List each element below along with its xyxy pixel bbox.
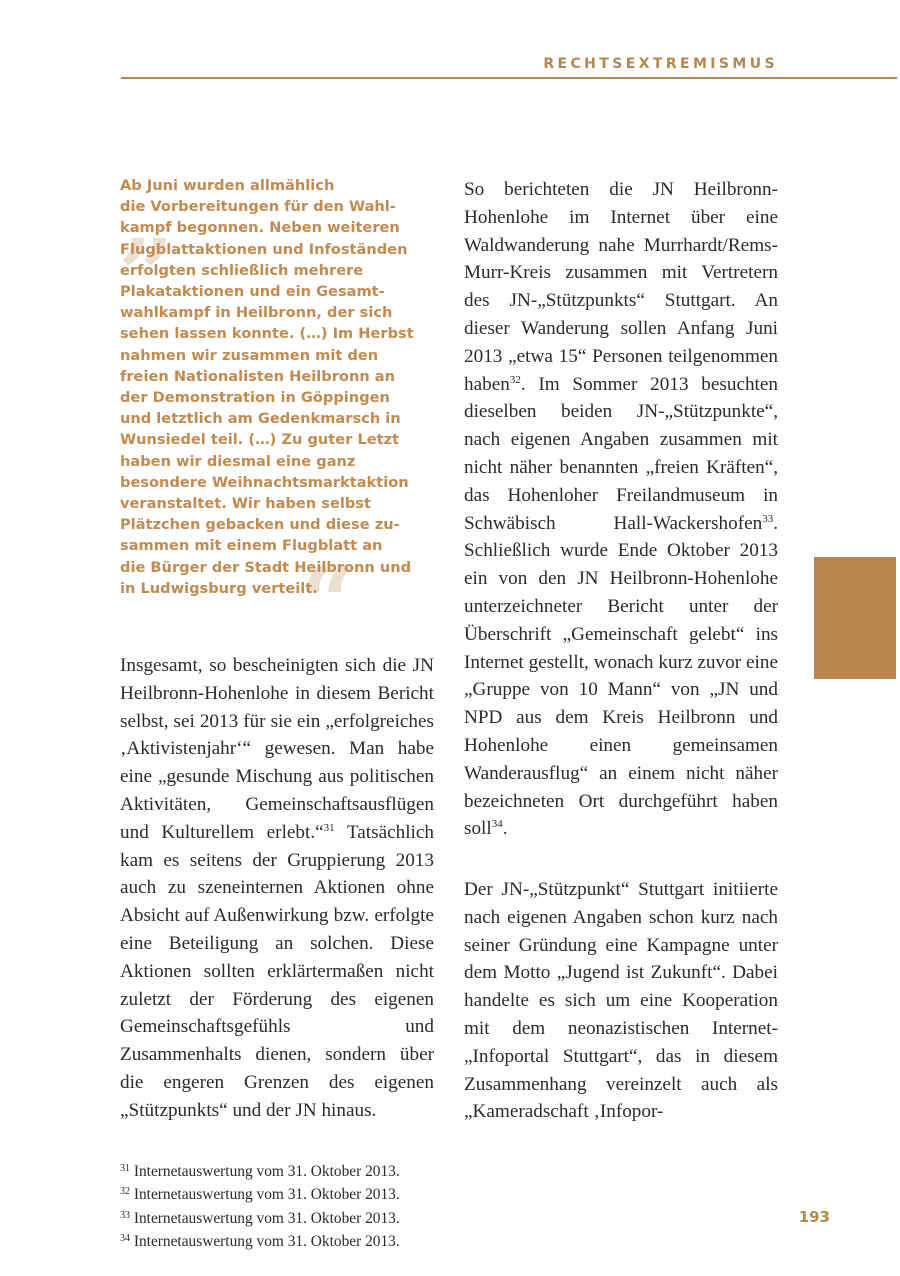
section-title: RECHTSEXTREMISMUS xyxy=(543,56,778,72)
footnote-text: Internetauswertung vom 31. Oktober 2013. xyxy=(130,1209,400,1227)
footnote-number: 33 xyxy=(120,1209,130,1221)
footnote-reference: 33 xyxy=(762,512,774,525)
footnote xyxy=(120,1183,460,1206)
closing-quote-mark: “ xyxy=(300,546,356,659)
right-column-paragraph-1 xyxy=(464,176,778,843)
page-number: 193 xyxy=(798,1208,830,1226)
paragraph-text: . xyxy=(502,818,508,840)
footnote-reference: 31 xyxy=(323,821,335,834)
pull-quote xyxy=(120,163,420,659)
footnote-reference: 32 xyxy=(509,373,521,386)
chapter-tab-marker xyxy=(814,557,896,679)
footnote-reference: 34 xyxy=(491,818,503,831)
right-column-paragraph-2: Der JN-„Stützpunkt“ Stuttgart initiierte nach eigenen Angaben schon kurz nach seiner Gründung eine Kampagne unter dem Motto „Jugend ist Zukunft“. Dabei handelte es sich um eine Kooperation mit dem neonazistischen Internet-„Infoportal Stuttgart“, das in diesem Zusammenhang vereinzelt auch als „Kameradschaft ‚Infopor- xyxy=(464,879,778,1123)
paragraph-text: . Schließlich wurde Ende Oktober 2013 ein von den JN Heilbronn-Hohenlohe unterzeichneter Bericht unter der Überschrift „Gemeinschaft gelebt“ ins Internet gestellt, wonach kurz zuvor eine „Gruppe von 10 Mann“ von „JN und NPD aus dem Kreis Heilbronn und Hohenlohe einen gemeinsamen Wanderausflug“ an einem nicht näher bezeichneten Ort durchgeführt haben soll xyxy=(464,512,778,840)
pull-quote-text: Ab Juni wurden allmählich die Vorbereitungen für den Wahl- kampf begonnen. Neben weiteren Flugblattaktionen und Infoständen erfolgten schließlich mehrere Plakataktionen und ein Gesamt- wahlkampf in Heilbronn, der sich sehen lassen konnte. (…) Im Herbst nahmen wir zusammen mit den freien Nationalisten Heilbronn an der Demonstration in Göppingen und letztlich am Gedenkmarsch in Wunsiedel teil. (…) Zu guter Letzt haben wir diesmal eine ganz besondere Weihnachtsmarktaktion veranstaltet. Wir haben selbst Plätzchen gebacken und diese zu- sammen mit einem Flugblatt an die Bürger der Stadt Heilbronn und in Ludwigsburg verteilt. xyxy=(120,177,414,597)
footnote-text: Internetauswertung vom 31. Oktober 2013. xyxy=(130,1163,400,1180)
paragraph-text: Insgesamt, so bescheinigten sich die JN Heilbronn-Hohenlohe in diesem Bericht selbst, sei 2013 für sie ein „erfolgreiches ‚Aktivistenjahr‘“ gewesen. Man habe eine „gesunde Mischung aus politischen Aktivitäten, Gemeinschaftsausflügen und Kulturellem erlebt.“ xyxy=(120,655,434,843)
left-column-paragraph xyxy=(120,652,434,1125)
footnote xyxy=(120,1207,460,1230)
paragraph-text: So berichteten die JN Heilbronn-Hohenlohe im Internet über eine Waldwanderung nahe Murrhardt/Rems-Murr-Kreis zusammen mit Vertretern des JN-„Stützpunkts“ Stuttgart. An dieser Wanderung sollen Anfang Juni 2013 „etwa 15“ Personen teilgenommen haben xyxy=(464,179,778,395)
footnote-text: Internetauswertung vom 31. Oktober 2013. xyxy=(130,1186,400,1204)
footnotes xyxy=(120,1160,460,1253)
footnote xyxy=(120,1230,460,1253)
opening-quote-mark: „ xyxy=(120,163,176,276)
footnote-number: 31 xyxy=(120,1163,130,1174)
footnote-text: Internetauswertung vom 31. Oktober 2013. xyxy=(130,1232,400,1250)
paragraph-text: Tatsächlich kam es seitens der Gruppierung 2013 auch zu szeneinternen Aktionen ohne Absicht auf Außenwirkung bzw. erfolgte eine Beteiligung an solchen. Diese Aktionen sollten erklärtermaßen nicht zuletzt der Förderung des eigenen Gemeinschaftsgefühls und Zusammenhalts dienen, sondern über die engeren Grenzen des eigenen „Stützpunkts“ und der JN hinaus. xyxy=(120,821,434,1121)
footnote xyxy=(120,1160,460,1183)
footnote-number: 34 xyxy=(120,1232,130,1244)
footnote-number: 32 xyxy=(120,1186,130,1198)
paragraph-text: . Im Sommer 2013 besuchten dieselben beiden JN-„Stützpunkte“, nach eigenen Angaben zusammen mit nicht näher benannten „freien Kräften“, das Hohenloher Freilandmuseum in Schwäbisch Hall-Wackershofen xyxy=(464,373,778,534)
header-rule xyxy=(121,77,897,79)
